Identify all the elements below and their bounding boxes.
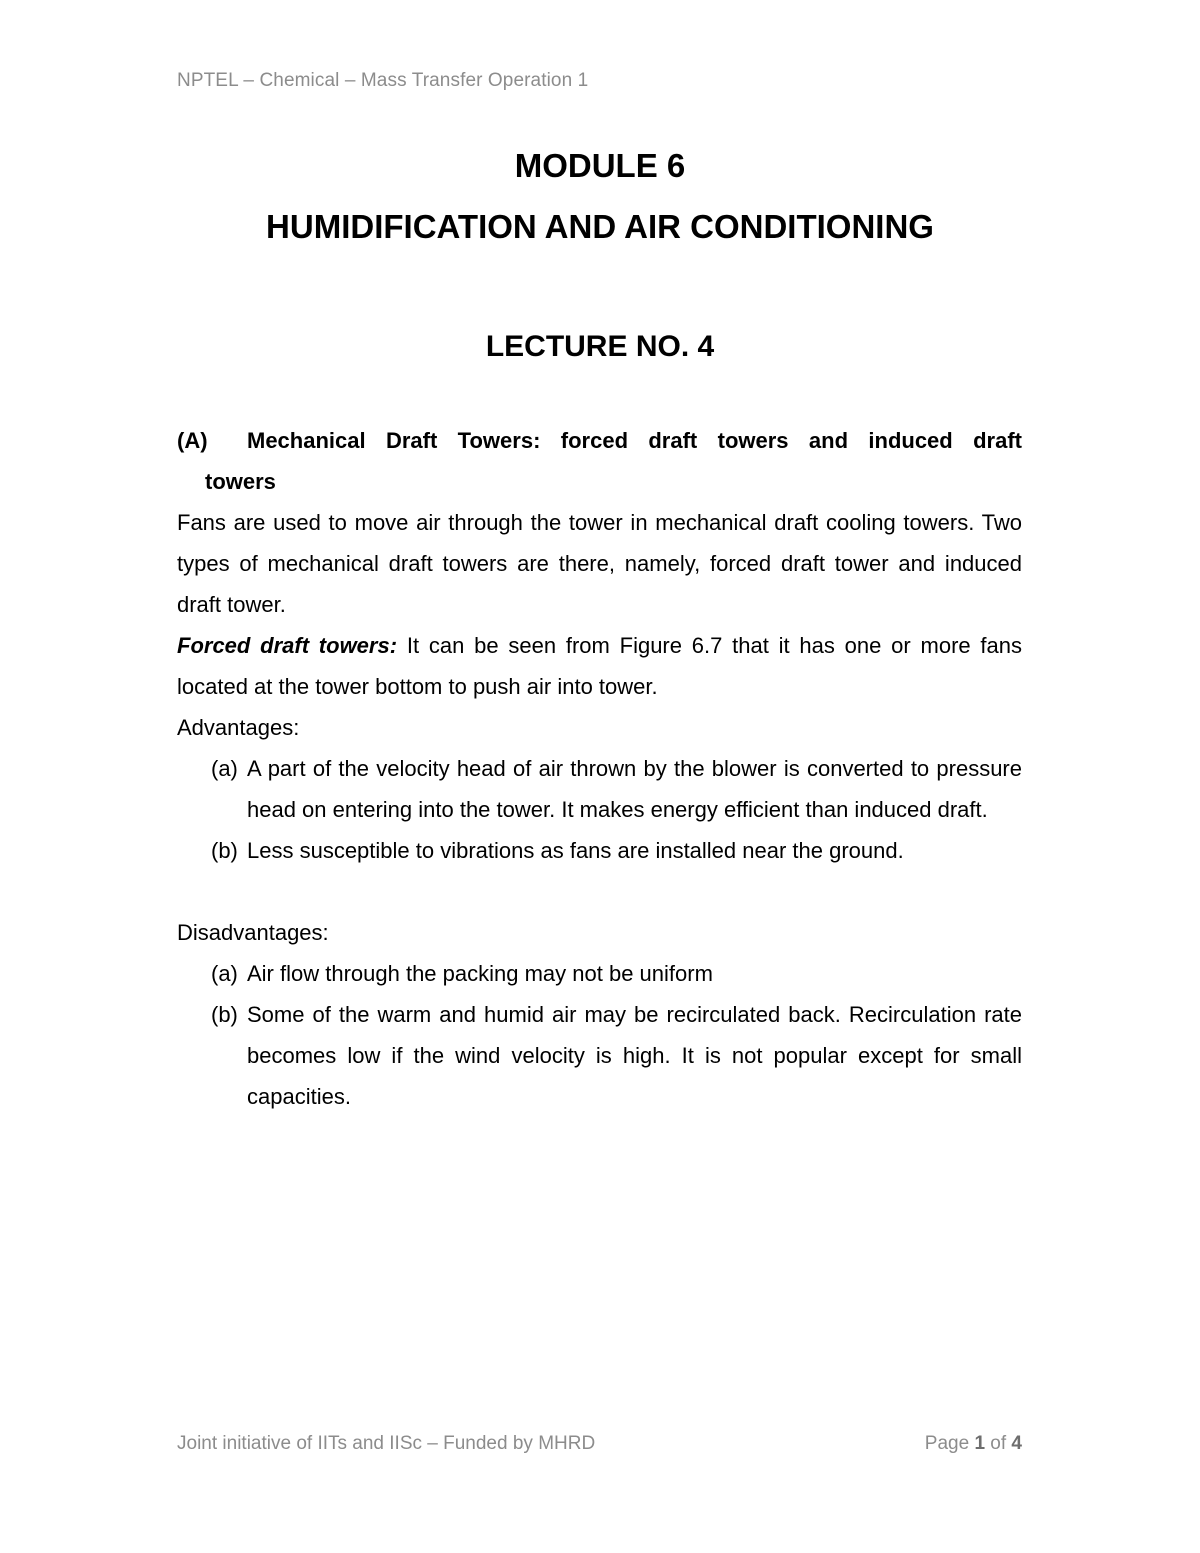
running-header: NPTEL – Chemical – Mass Transfer Operation 1	[177, 70, 589, 91]
forced-draft-paragraph	[177, 625, 1022, 707]
list-item-text: Air flow through the packing may not be uniform	[247, 961, 713, 986]
section-heading-continuation: towers	[205, 469, 276, 494]
forced-draft-label: Forced draft towers:	[177, 633, 398, 658]
list-marker: (b)	[211, 1002, 238, 1027]
page-of: of	[985, 1433, 1012, 1454]
list-item	[177, 830, 1022, 871]
section-heading-text: Mechanical Draft Towers: forced draft towers and induced draft	[247, 428, 1022, 453]
list-item-text: Less susceptible to vibrations as fans are installed near the ground.	[247, 838, 904, 863]
module-title: MODULE 6	[514, 147, 686, 184]
total-pages: 4	[1011, 1433, 1022, 1454]
lecture-title: LECTURE NO. 4	[485, 330, 715, 363]
list-item	[177, 953, 1022, 994]
intro-paragraph: Fans are used to move air through the tower in mechanical draft cooling towers. Two types of mechanical draft towers are there, namely, forced draft tower and induced draft tower.	[177, 510, 1022, 617]
advantages-heading: Advantages:	[177, 715, 300, 740]
list-item	[177, 994, 1022, 1117]
list-marker: (a)	[211, 961, 238, 986]
current-page: 1	[974, 1433, 986, 1454]
page-number	[925, 1433, 1022, 1455]
section-label: (A)	[177, 428, 208, 453]
forced-draft-text: It can be seen from Figure 6.7 that it has one or more fans located at the tower bottom to push air into tower.	[177, 633, 1022, 699]
footer-credit: Joint initiative of IITs and IISc – Funded by MHRD	[177, 1433, 596, 1454]
list-item-text: Some of the warm and humid air may be recirculated back. Recirculation rate becomes low if the wind velocity is high. It is not popular except for small capacities.	[247, 1002, 1022, 1109]
blank-line	[177, 871, 1022, 912]
disadvantages-heading: Disadvantages:	[177, 920, 329, 945]
subject-title: HUMIDIFICATION AND AIR CONDITIONING	[266, 208, 934, 245]
list-marker: (a)	[211, 756, 238, 781]
list-item	[177, 748, 1022, 830]
list-marker: (b)	[211, 838, 238, 863]
list-item-text: A part of the velocity head of air thrown by the blower is converted to pressure head on entering into the tower. It makes energy efficient than induced draft.	[247, 756, 1022, 822]
page-prefix: Page	[924, 1433, 975, 1454]
document-body	[177, 420, 1022, 1117]
section-heading	[177, 420, 1022, 461]
